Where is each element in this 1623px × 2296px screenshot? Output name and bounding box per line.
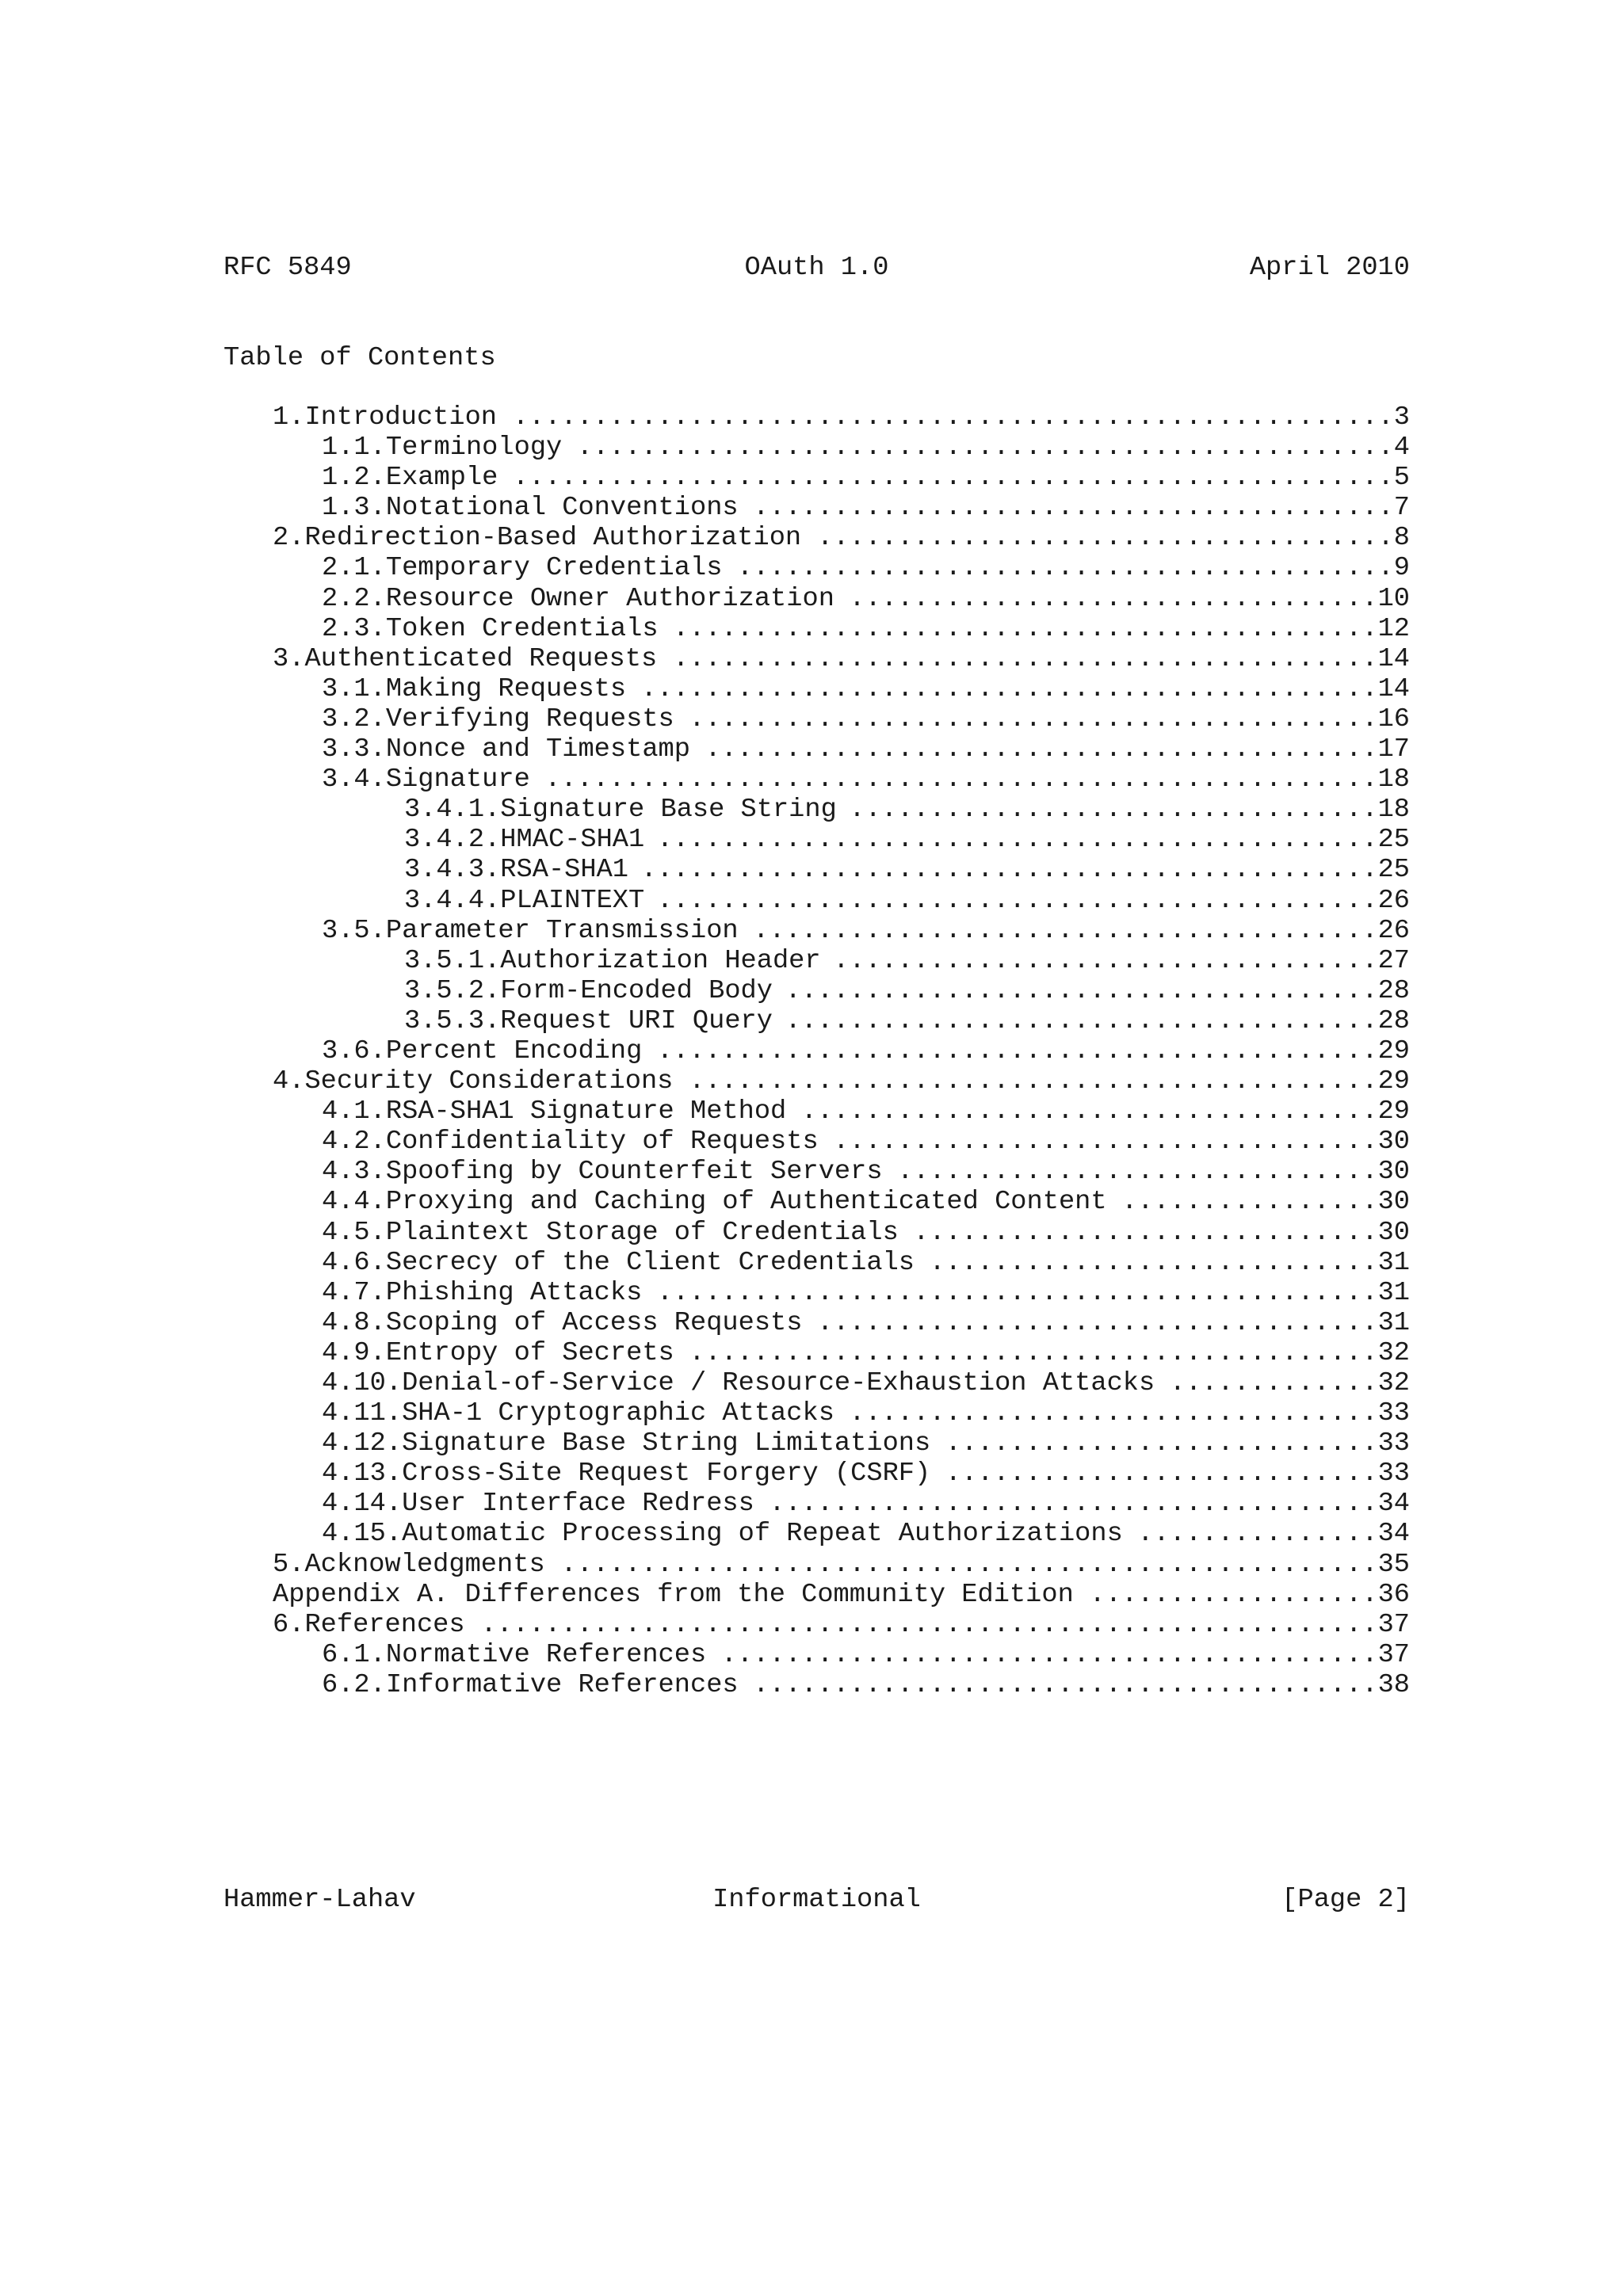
toc-page-number: 30 <box>1377 1127 1410 1158</box>
toc-dot-leader <box>837 946 1378 976</box>
toc-section-number: 3.4.2. <box>404 825 501 856</box>
toc-section-title: Scoping of Access Requests <box>385 1307 803 1338</box>
toc-dot-leader <box>789 1006 1378 1036</box>
toc-section-title: Resource Owner Authorization <box>385 583 834 614</box>
toc-page-number: 37 <box>1377 1609 1410 1640</box>
toc-page-number: 36 <box>1377 1579 1410 1610</box>
toc-dot-leader <box>754 916 1378 946</box>
toc-entry[interactable] <box>223 825 1410 855</box>
footer-page-number: [Page 2] <box>1281 1885 1410 1915</box>
toc-section-title: Differences from the Community Edition <box>464 1579 1074 1610</box>
toc-dot-leader <box>1170 1368 1377 1398</box>
toc-page-number: 27 <box>1377 945 1410 976</box>
toc-page-number: 10 <box>1377 583 1410 614</box>
toc-dot-leader <box>689 1066 1377 1097</box>
toc-page-number: 30 <box>1377 1187 1410 1218</box>
toc-entry[interactable] <box>223 916 1410 946</box>
toc-section-title: Phishing Attacks <box>385 1277 643 1308</box>
toc-page-number: 16 <box>1377 704 1410 734</box>
toc-dot-leader <box>561 1550 1378 1580</box>
toc-page-number: 12 <box>1377 613 1410 644</box>
toc-entry[interactable] <box>223 584 1410 614</box>
toc-entry[interactable] <box>223 1459 1410 1489</box>
toc-dot-leader <box>578 433 1394 463</box>
toc-section-number: 3.6. <box>322 1035 386 1066</box>
toc-entry[interactable] <box>223 704 1410 734</box>
toc-page-number: 25 <box>1377 825 1410 856</box>
toc-section-number: 4.3. <box>322 1157 386 1188</box>
toc-section-title: Temporary Credentials <box>385 553 723 584</box>
toc-dot-leader <box>946 1428 1377 1459</box>
toc-section-title: Authorization Header <box>500 945 821 976</box>
toc-section-title: Signature <box>385 765 530 795</box>
toc-dot-leader <box>850 584 1378 614</box>
toc-section-title: Signature Base String <box>500 795 837 826</box>
toc-page-number: 28 <box>1377 975 1410 1006</box>
toc-section-number: 4.12. <box>322 1428 403 1459</box>
toc-section-number: 4.6. <box>322 1247 386 1278</box>
toc-dot-leader <box>946 1459 1377 1489</box>
toc-section-title: Spoofing by Counterfeit Servers <box>385 1157 883 1188</box>
toc-section-title: Introduction <box>304 402 498 433</box>
toc-section-title: Denial-of-Service / Resource-Exhaustion Attacks <box>402 1368 1155 1398</box>
toc-section-title: Signature Base String Limitations <box>402 1428 931 1459</box>
toc-page-number: 5 <box>1393 463 1410 494</box>
toc-page-number: 29 <box>1377 1097 1410 1127</box>
toc-entry[interactable] <box>223 402 1410 433</box>
toc-dot-leader <box>1090 1580 1378 1610</box>
toc-section-title: Proxying and Caching of Authenticated Content <box>385 1187 1107 1218</box>
toc-section-title: HMAC-SHA1 <box>500 825 645 856</box>
toc-section-number: 4.10. <box>322 1368 403 1398</box>
toc-section-number: 2.1. <box>322 553 386 584</box>
toc-heading: Table of Contents <box>223 343 496 373</box>
toc-section-title: Token Credentials <box>385 613 659 644</box>
toc-page-number: 34 <box>1377 1519 1410 1550</box>
toc-section-number: 4.2. <box>322 1127 386 1158</box>
toc-entry[interactable] <box>223 1550 1410 1580</box>
toc-section-title: Security Considerations <box>304 1066 674 1097</box>
toc-dot-leader <box>644 855 1378 885</box>
toc-page-number: 35 <box>1377 1549 1410 1580</box>
toc-section-number: 2.2. <box>322 583 386 614</box>
toc-entry[interactable] <box>223 886 1410 916</box>
toc-section-number: 3.4.3. <box>404 855 501 886</box>
header-rfc-number: RFC 5849 <box>223 253 352 283</box>
toc-dot-leader <box>642 674 1377 704</box>
toc-section-number: 1.1. <box>322 433 386 463</box>
toc-section-number: 3.4. <box>322 765 386 795</box>
toc-page-number: 32 <box>1377 1337 1410 1368</box>
toc-page-number: 31 <box>1377 1307 1410 1338</box>
toc-entry[interactable] <box>223 1097 1410 1127</box>
toc-section-number: 2.3. <box>322 613 386 644</box>
toc-entry[interactable] <box>223 553 1410 583</box>
toc-section-number: 3.4.4. <box>404 885 501 916</box>
toc-dot-leader <box>546 765 1378 795</box>
toc-entry[interactable] <box>223 674 1410 704</box>
toc-page-number: 34 <box>1377 1489 1410 1520</box>
toc-dot-leader <box>789 976 1378 1006</box>
toc-dot-leader <box>819 1308 1378 1338</box>
toc-page-number: 4 <box>1393 433 1410 463</box>
header-date: April 2010 <box>1249 253 1410 283</box>
toc-page-number: 18 <box>1377 795 1410 826</box>
toc-entry[interactable] <box>223 1610 1410 1640</box>
toc-section-number: 4.11. <box>322 1398 403 1429</box>
toc-dot-leader <box>738 553 1393 583</box>
toc-dot-leader <box>930 1248 1378 1278</box>
toc-page-number: 33 <box>1377 1398 1410 1429</box>
toc-entry[interactable] <box>223 765 1410 795</box>
toc-section-number: 4.5. <box>322 1217 386 1248</box>
toc-page-number: 38 <box>1377 1669 1410 1700</box>
toc-section-title: Automatic Processing of Repeat Authorizations <box>402 1519 1123 1550</box>
toc-section-number: 3.4.1. <box>404 795 501 826</box>
toc-section-number: 4.4. <box>322 1187 386 1218</box>
toc-dot-leader <box>754 493 1394 523</box>
toc-section-number: 4.1. <box>322 1097 386 1127</box>
toc-entry[interactable] <box>223 1580 1410 1610</box>
toc-section-title: Parameter Transmission <box>385 915 739 946</box>
toc-section-title: Cross-Site Request Forgery (CSRF) <box>402 1459 931 1489</box>
toc-page-number: 14 <box>1377 643 1410 674</box>
toc-entry[interactable] <box>223 433 1410 463</box>
toc-section-title: References <box>304 1609 465 1640</box>
toc-entry[interactable] <box>223 1640 1410 1670</box>
toc-section-title: Authenticated Requests <box>304 643 658 674</box>
toc-section-number: 4. <box>273 1066 305 1097</box>
toc-dot-leader <box>722 1640 1377 1670</box>
toc-entry[interactable] <box>223 946 1410 976</box>
toc-dot-leader <box>658 1278 1377 1308</box>
toc-section-number: 4.15. <box>322 1519 403 1550</box>
toc-dot-leader <box>706 734 1378 765</box>
toc-entry[interactable] <box>223 1066 1410 1097</box>
toc-section-title: Making Requests <box>385 673 627 704</box>
toc-section-title: Acknowledgments <box>304 1549 545 1580</box>
footer-category: Informational <box>712 1885 921 1915</box>
toc-entry[interactable] <box>223 1218 1410 1248</box>
toc-page-number: 31 <box>1377 1277 1410 1308</box>
toc-section-title: Redirection-Based Authorization <box>304 523 802 554</box>
toc-section-number: 3.5.3. <box>404 1005 501 1036</box>
toc-section-number: Appendix A. <box>273 1579 465 1610</box>
toc-section-number: 6.2. <box>322 1669 386 1700</box>
toc-dot-leader <box>834 1127 1378 1157</box>
toc-section-title: Plaintext Storage of Credentials <box>385 1217 899 1248</box>
toc-entry[interactable] <box>223 1489 1410 1519</box>
toc-section-number: 1.2. <box>322 463 386 494</box>
toc-page-number: 30 <box>1377 1157 1410 1188</box>
toc-entry[interactable] <box>223 1036 1410 1066</box>
toc-section-number: 4.9. <box>322 1337 386 1368</box>
toc-section-title: Verifying Requests <box>385 704 674 734</box>
toc-page-number: 3 <box>1393 402 1410 433</box>
toc-entry[interactable] <box>223 976 1410 1006</box>
toc-dot-leader <box>754 1670 1378 1700</box>
page-footer <box>223 1884 1410 1916</box>
toc-entry[interactable] <box>223 1157 1410 1187</box>
toc-section-title: Normative References <box>385 1639 707 1670</box>
toc-entry[interactable] <box>223 1006 1410 1036</box>
toc-section-number: 1.3. <box>322 493 386 524</box>
toc-entry[interactable] <box>223 1398 1410 1428</box>
toc-entry[interactable] <box>223 1187 1410 1217</box>
toc-section-title: Secrecy of the Client Credentials <box>385 1247 915 1278</box>
toc-entry[interactable] <box>223 1519 1410 1549</box>
toc-dot-leader <box>514 463 1393 493</box>
toc-entry[interactable] <box>223 644 1410 674</box>
toc-section-number: 3. <box>273 643 305 674</box>
toc-dot-leader <box>915 1218 1378 1248</box>
toc-section-number: 5. <box>273 1549 305 1580</box>
toc-page-number: 26 <box>1377 885 1410 916</box>
toc-dot-leader <box>853 795 1378 825</box>
toc-section-number: 6. <box>273 1609 305 1640</box>
toc-entry[interactable] <box>223 614 1410 644</box>
toc-entry[interactable] <box>223 1368 1410 1398</box>
toc-dot-leader <box>690 1338 1378 1368</box>
toc-section-number: 4.8. <box>322 1307 386 1338</box>
toc-section-number: 4.7. <box>322 1277 386 1308</box>
toc-section-title: Notational Conventions <box>385 493 739 524</box>
toc-page-number: 18 <box>1377 765 1410 795</box>
toc-entry[interactable] <box>223 463 1410 493</box>
toc-page-number: 26 <box>1377 915 1410 946</box>
toc-dot-leader <box>850 1398 1378 1428</box>
toc-dot-leader <box>481 1610 1378 1640</box>
toc-page-number: 7 <box>1393 493 1410 524</box>
table-of-contents <box>223 402 1410 1700</box>
toc-dot-leader <box>1139 1519 1378 1549</box>
toc-page-number: 8 <box>1393 523 1410 554</box>
toc-section-title: RSA-SHA1 Signature Method <box>385 1097 787 1127</box>
toc-page-number: 29 <box>1377 1035 1410 1066</box>
toc-entry[interactable] <box>223 795 1410 825</box>
toc-section-number: 3.2. <box>322 704 386 734</box>
toc-dot-leader <box>802 1097 1377 1127</box>
toc-entry[interactable] <box>223 1308 1410 1338</box>
toc-section-title: PLAINTEXT <box>500 885 645 916</box>
toc-page-number: 30 <box>1377 1217 1410 1248</box>
toc-section-title: Example <box>385 463 498 494</box>
toc-dot-leader <box>690 704 1378 734</box>
toc-entry[interactable] <box>223 855 1410 885</box>
toc-section-number: 6.1. <box>322 1639 386 1670</box>
toc-dot-leader <box>658 1036 1377 1066</box>
toc-page-number: 32 <box>1377 1368 1410 1398</box>
header-document-title: OAuth 1.0 <box>744 253 889 283</box>
toc-dot-leader <box>513 402 1394 433</box>
toc-entry[interactable] <box>223 493 1410 523</box>
toc-page-number: 28 <box>1377 1005 1410 1036</box>
toc-section-title: Percent Encoding <box>385 1035 643 1066</box>
toc-entry[interactable] <box>223 1338 1410 1368</box>
toc-dot-leader <box>1123 1187 1378 1217</box>
toc-section-title: Entropy of Secrets <box>385 1337 674 1368</box>
toc-page-number: 37 <box>1377 1639 1410 1670</box>
toc-page-number: 25 <box>1377 855 1410 886</box>
toc-section-title: User Interface Redress <box>402 1489 754 1520</box>
toc-entry[interactable] <box>223 1278 1410 1308</box>
toc-section-number: 1. <box>273 402 305 433</box>
page-header <box>223 252 1410 284</box>
toc-section-number: 2. <box>273 523 305 554</box>
toc-entry[interactable] <box>223 734 1410 765</box>
toc-section-number: 3.1. <box>322 673 386 704</box>
toc-section-title: Confidentiality of Requests <box>385 1127 819 1158</box>
toc-section-title: Nonce and Timestamp <box>385 734 690 765</box>
toc-page-number: 33 <box>1377 1428 1410 1459</box>
toc-section-number: 3.3. <box>322 734 386 765</box>
footer-author: Hammer-Lahav <box>223 1885 416 1915</box>
toc-dot-leader <box>660 825 1377 855</box>
toc-entry[interactable] <box>223 523 1410 553</box>
toc-page-number: 14 <box>1377 673 1410 704</box>
toc-section-number: 3.5.1. <box>404 945 501 976</box>
toc-entry[interactable] <box>223 1248 1410 1278</box>
toc-entry[interactable] <box>223 1127 1410 1157</box>
toc-section-title: Terminology <box>385 433 563 463</box>
toc-section-title: Informative References <box>385 1669 739 1700</box>
toc-dot-leader <box>899 1157 1378 1187</box>
toc-dot-leader <box>817 523 1394 553</box>
toc-section-number: 4.13. <box>322 1459 403 1489</box>
toc-section-number: 3.5. <box>322 915 386 946</box>
toc-page-number: 17 <box>1377 734 1410 765</box>
toc-section-number: 3.5.2. <box>404 975 501 1006</box>
toc-dot-leader <box>660 886 1377 916</box>
toc-dot-leader <box>770 1489 1378 1519</box>
toc-section-title: SHA-1 Cryptographic Attacks <box>402 1398 834 1429</box>
toc-page-number: 9 <box>1393 553 1410 584</box>
toc-entry[interactable] <box>223 1428 1410 1459</box>
toc-section-title: RSA-SHA1 <box>500 855 629 886</box>
toc-entry[interactable] <box>223 1670 1410 1700</box>
toc-page-number: 29 <box>1377 1066 1410 1097</box>
toc-dot-leader <box>674 614 1378 644</box>
toc-page-number: 31 <box>1377 1247 1410 1278</box>
toc-dot-leader <box>673 644 1377 674</box>
toc-section-title: Request URI Query <box>500 1005 773 1036</box>
toc-page-number: 33 <box>1377 1459 1410 1489</box>
toc-section-number: 4.14. <box>322 1489 403 1520</box>
toc-section-title: Form-Encoded Body <box>500 975 773 1006</box>
